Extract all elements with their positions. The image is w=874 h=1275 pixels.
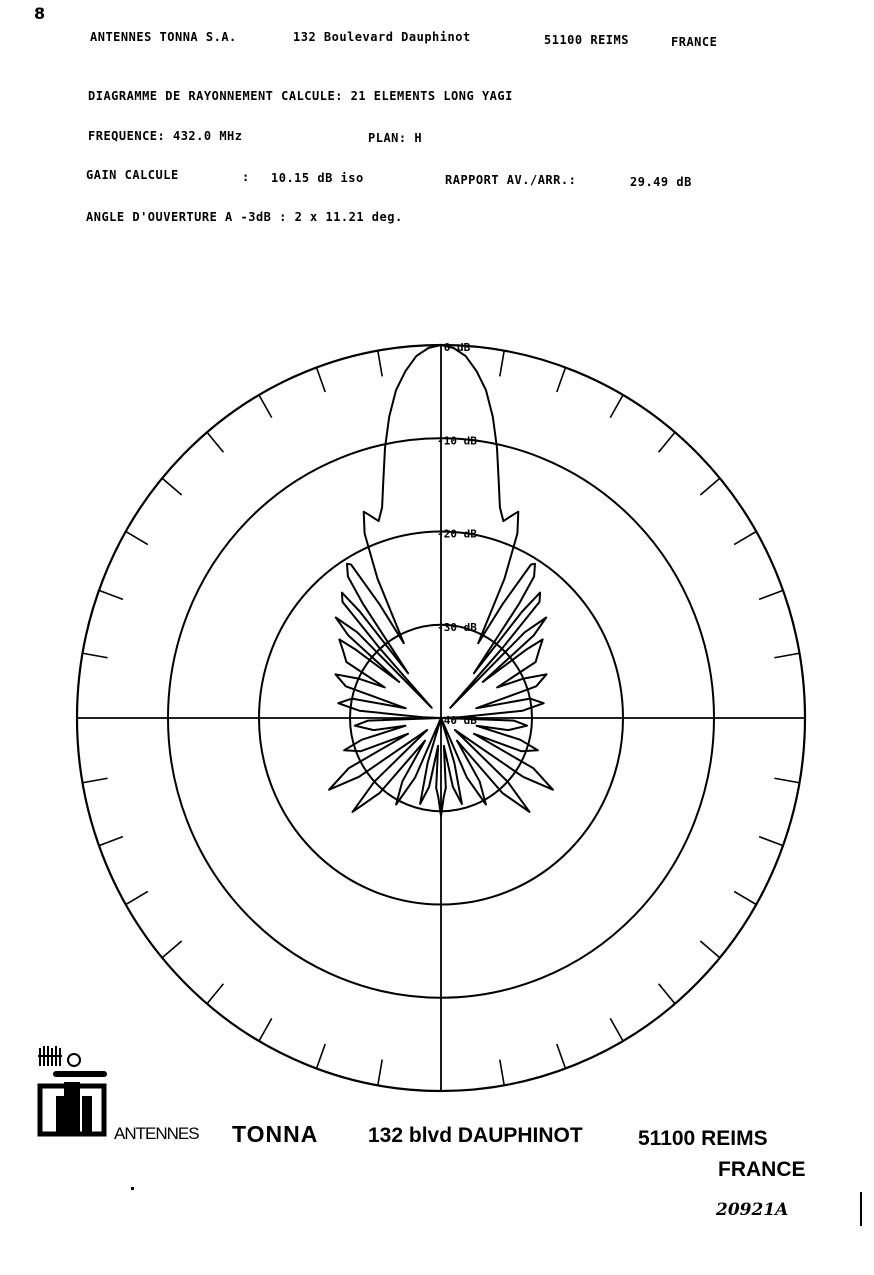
ring-label-2: -10 dB [437,434,477,448]
tick-190 [378,1060,382,1086]
tick-60 [734,532,756,545]
tick-210 [259,1018,272,1041]
ring-label-1: 0 dB [443,341,471,354]
tick-230 [162,941,182,958]
tick-20 [557,367,566,392]
ring-label-5: -40 dB [437,714,477,727]
tick-170 [500,1060,504,1086]
tick-200 [317,1044,326,1069]
tick-250 [99,837,123,846]
tick-100 [774,778,799,783]
tick-40 [659,432,675,452]
ring-label-3: -20 dB [437,527,477,541]
tick-340 [317,367,326,392]
footer-country: FRANCE [718,1158,806,1181]
tick-50 [700,478,720,495]
diagram-title: DIAGRAMME DE RAYONNEMENT CALCULE: 21 ELEMENTS LONG YAGI [88,89,513,103]
ring-label-4: -30 dB [437,620,477,634]
tick-10 [500,351,504,377]
header-company: ANTENNES TONNA S.A. [90,30,237,44]
ratio-label: RAPPORT AV./ARR.: [445,173,577,187]
tick-140 [659,984,675,1004]
speck-mark [131,1187,134,1190]
footer-address: 132 blvd DAUPHINOT [368,1124,583,1147]
tick-70 [759,590,783,599]
document-reference: 20921A [716,1200,789,1220]
header-country: FRANCE [671,35,718,49]
page-number: 8 [34,4,46,23]
gain-separator: : [242,170,250,184]
tick-260 [83,778,108,783]
tick-300 [126,532,148,545]
tick-280 [83,653,108,658]
header-city: 51100 REIMS [544,33,629,47]
gain-value: 10.15 dB iso [271,171,364,185]
tick-330 [259,395,272,418]
tick-150 [610,1018,623,1041]
tick-310 [162,478,182,495]
header-street: 132 Boulevard Dauphinot [293,30,471,44]
tick-160 [557,1044,566,1069]
footer-postcode-city: 51100 REIMS [638,1127,768,1150]
frequency-label: FREQUENCE: 432.0 MHz [88,129,243,143]
beamwidth-label: ANGLE D'OUVERTURE A -3dB : 2 x 11.21 deg. [86,210,403,224]
plane-label: PLAN: H [368,131,423,145]
margin-mark [860,1192,862,1226]
tick-80 [774,653,799,658]
tick-110 [759,837,783,846]
tick-30 [610,395,623,418]
tick-320 [207,432,223,452]
tick-220 [207,984,223,1004]
tick-290 [99,590,123,599]
tonna-logo [34,1042,110,1140]
tick-350 [378,351,382,377]
chart-labels [437,341,477,727]
tick-120 [734,891,756,904]
footer-brand-prefix: ANTENNES [114,1124,199,1143]
gain-label: GAIN CALCULE [86,168,179,182]
ratio-value: 29.49 dB [630,175,692,189]
tick-130 [700,941,720,958]
tick-240 [126,891,148,904]
footer-brand-name: TONNA [232,1121,319,1147]
